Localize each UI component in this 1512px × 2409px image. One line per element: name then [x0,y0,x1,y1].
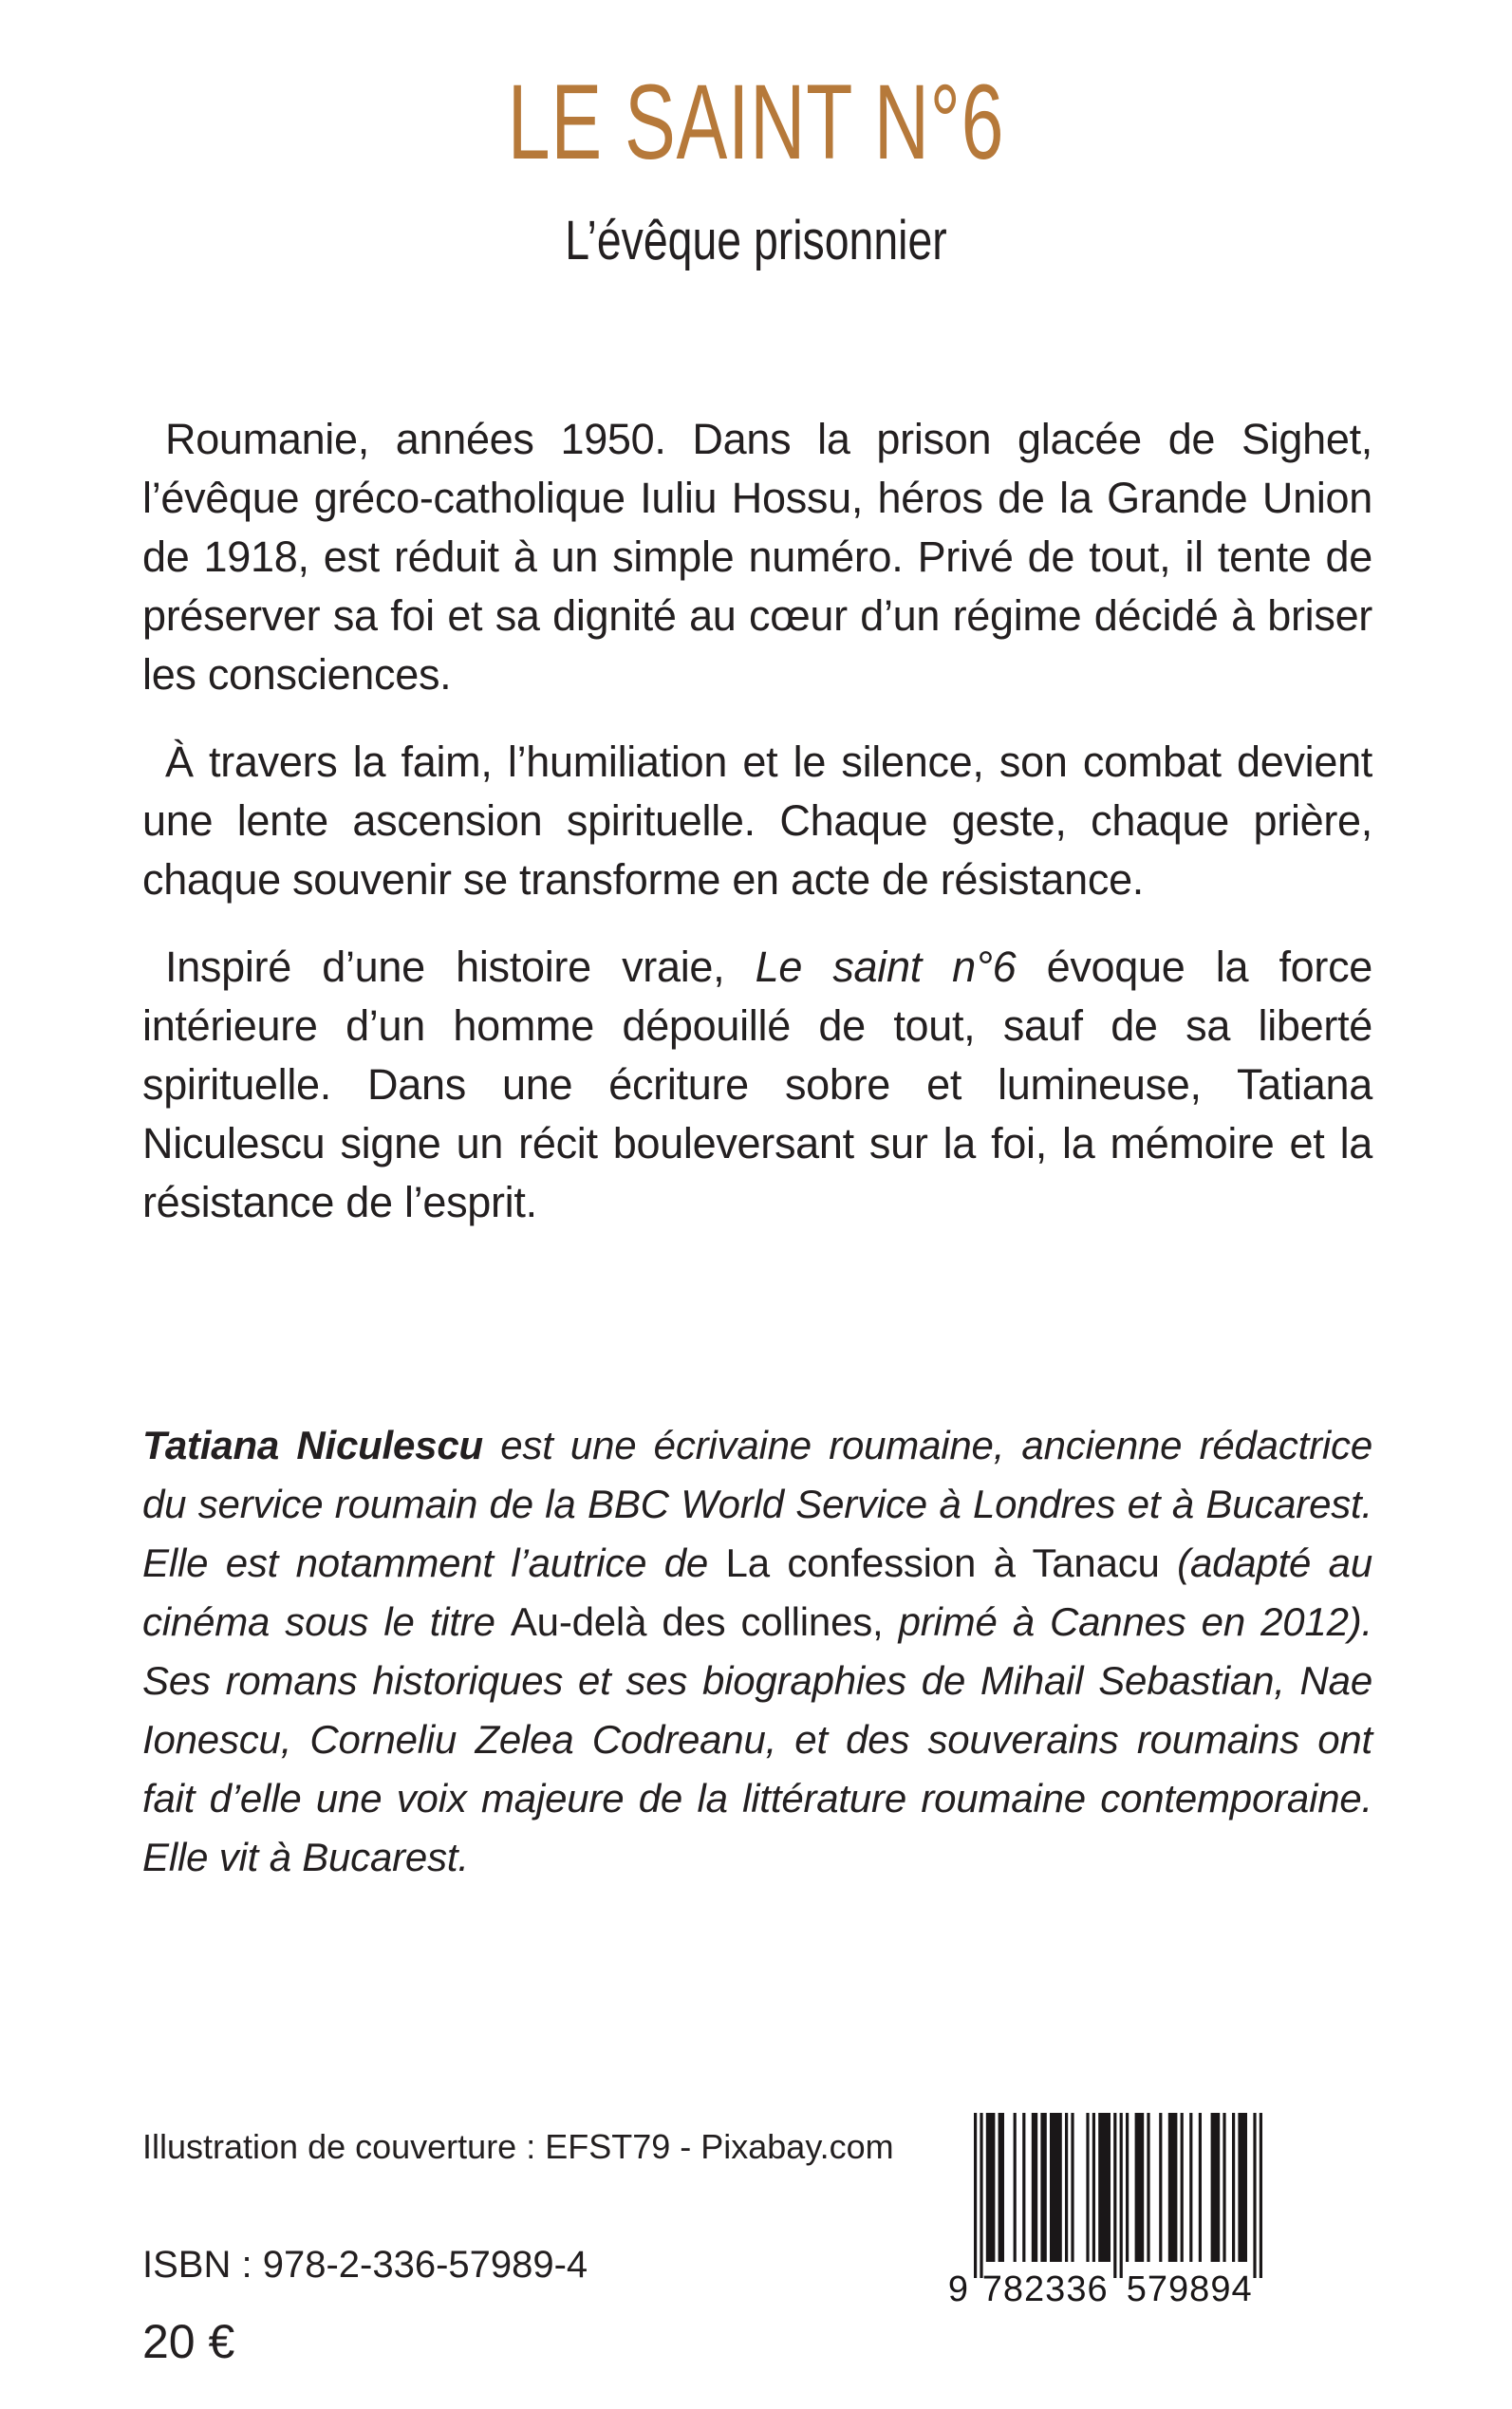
author-bio-paragraph [142,1416,1372,1887]
book-subtitle: L’évêque prisonnier [565,210,947,271]
text-segment: Le saint n°6 [755,943,1017,991]
synopsis-paragraph-3 [142,938,1372,1232]
ean13-barcode-svg [945,2113,1268,2307]
text-segment: Roumanie, années 1950. Dans la prison glacée de Sighet, l’évêque gréco-catholique Iuliu Hossu, héros de la Grande Union de 1918, est réduit à un simple numéro. Privé de tout, il tente de préserver sa foi et sa dignité au cœur d’un régime décidé à briser les consciences. [142,415,1372,699]
ean13-barcode [945,2113,1268,2307]
text-segment: primé à Cannes en 2012). Ses romans historiques et ses biographies de Mihail Sebastian, Nae Ionescu, Corneliu Zelea Codreanu, et des souverains roumains ont fait d’elle une voix majeure de la littérature roumaine contemporaine. Elle vit à Bucarest. [142,1599,1372,1879]
price-text: 20 € [142,2315,235,2368]
book-title-row [0,63,1512,181]
text-segment: (adapté au cinéma sous le titre [142,1541,1372,1644]
cover-illustration-credit: Illustration de couverture : EFST79 - Pixabay.com [142,2127,894,2166]
text-segment: Inspiré d’une histoire vraie, [165,943,756,991]
svg-text:579894: 579894 [1126,2269,1253,2307]
isbn-text: ISBN : 978-2-336-57989-4 [142,2244,588,2286]
text-segment: évoque la force intérieure d’un homme dépouillé de tout, sauf de sa liberté spirituelle. Dans une écriture sobre et lumineuse, Tatiana Niculescu signe un récit bouleversant sur la foi, la mémoire et la résistance de l’esprit. [142,943,1372,1226]
header [0,63,1512,271]
author-bio [142,1416,1372,1887]
svg-text:782336: 782336 [981,2269,1109,2307]
book-subtitle-row [0,211,1512,271]
text-segment: est une écrivaine roumaine, ancienne rédactrice du service roumain de la BBC World Service à Londres et à Bucarest. Elle est notamment l’autrice de [142,1423,1372,1585]
synopsis-paragraph-1 [142,410,1372,704]
svg-text:9: 9 [947,2269,968,2307]
synopsis-paragraph-2 [142,733,1372,909]
text-segment: La confession à Tanacu [725,1541,1160,1585]
synopsis [142,410,1372,1232]
text-segment: Tatiana Niculescu [142,1423,483,1467]
book-title: LE SAINT N°6 [507,63,1005,181]
text-segment: À travers la faim, l’humiliation et le silence, son combat devient une lente ascension spirituelle. Chaque geste, chaque prière, chaque souvenir se transforme en acte de résistance. [142,738,1372,904]
text-segment: Au-delà des collines, [510,1599,884,1644]
